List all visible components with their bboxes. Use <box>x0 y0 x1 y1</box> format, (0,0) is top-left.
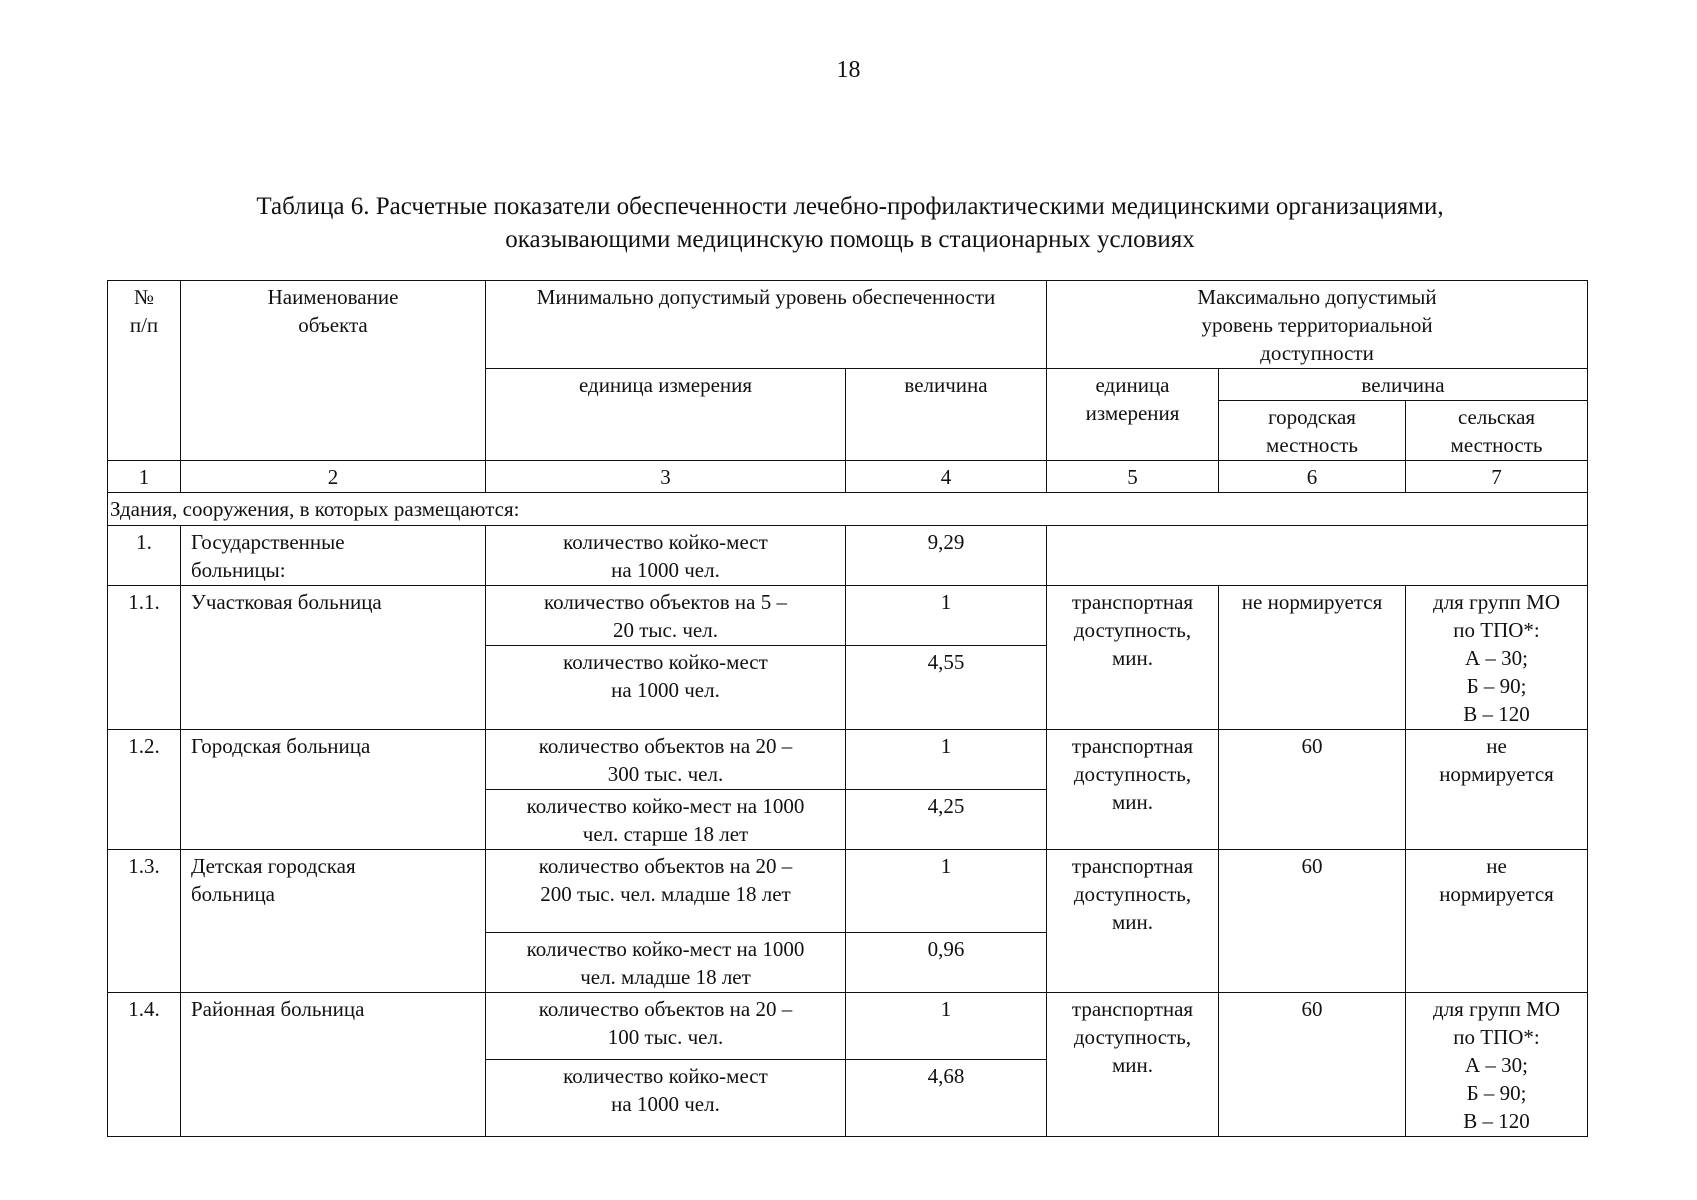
row-rural: не нормируется <box>1406 850 1588 993</box>
row-urban: 60 <box>1219 993 1406 1137</box>
row-name: Районная больница <box>181 993 486 1137</box>
row-num: 1.4. <box>108 993 181 1137</box>
row-rural: не нормируется <box>1406 730 1588 850</box>
table-row <box>108 526 1588 586</box>
provision-table <box>107 280 1588 1137</box>
header-num: № п/п <box>108 281 181 461</box>
row-max-unit: транспортная доступность, мин. <box>1047 586 1219 730</box>
header-rural: сельская местность <box>1406 401 1588 461</box>
row-rural: для групп МО по ТПО*: А – 30; Б – 90; В – 120 <box>1406 586 1588 730</box>
section-label: Здания, сооружения, в которых размещаются: <box>108 493 1588 526</box>
header-max-level: Максимально допустимый уровень территориальной доступности <box>1047 281 1588 369</box>
row-unit-objects: количество объектов на 20 – 200 тыс. чел. младше 18 лет <box>486 850 846 933</box>
column-numbers-row <box>108 461 1588 493</box>
row-value-objects: 1 <box>846 586 1047 646</box>
row-value-objects: 1 <box>846 850 1047 933</box>
row-unit-objects: количество объектов на 20 – 100 тыс. чел. <box>486 993 846 1060</box>
column-number: 3 <box>486 461 846 493</box>
column-number: 2 <box>181 461 486 493</box>
row-name: Участковая больница <box>181 586 486 730</box>
row-num: 1.2. <box>108 730 181 850</box>
row-value-beds: 0,96 <box>846 933 1047 993</box>
row-unit-beds: количество койко-мест на 1000 чел. <box>486 1060 846 1137</box>
row-unit-objects: количество объектов на 20 – 300 тыс. чел. <box>486 730 846 790</box>
row-empty-cell <box>1047 526 1588 586</box>
row-unit-beds: количество койко-мест на 1000 чел. старше 18 лет <box>486 790 846 850</box>
header-urban: городская местность <box>1219 401 1406 461</box>
header-row-1 <box>108 281 1588 369</box>
table-title-line-1: Таблица 6. Расчетные показатели обеспеченности лечебно-профилактическими медицинскими организациями, <box>256 193 1444 220</box>
table-row <box>108 586 1588 646</box>
row-value-beds: 4,68 <box>846 1060 1047 1137</box>
header-value: величина <box>846 369 1047 461</box>
column-number: 1 <box>108 461 181 493</box>
row-value-objects: 1 <box>846 730 1047 790</box>
header-max-unit: единица измерения <box>1047 369 1219 461</box>
row-name: Городская больница <box>181 730 486 850</box>
row-urban: 60 <box>1219 730 1406 850</box>
row-value: 9,29 <box>846 526 1047 586</box>
column-number: 4 <box>846 461 1047 493</box>
header-unit: единица измерения <box>486 369 846 461</box>
row-urban: не нормируется <box>1219 586 1406 730</box>
row-name: Государственные больницы: <box>181 526 486 586</box>
row-max-unit: транспортная доступность, мин. <box>1047 993 1219 1137</box>
row-urban: 60 <box>1219 850 1406 993</box>
table-row <box>108 850 1588 933</box>
row-num: 1.1. <box>108 586 181 730</box>
row-unit-objects: количество объектов на 5 – 20 тыс. чел. <box>486 586 846 646</box>
row-max-unit: транспортная доступность, мин. <box>1047 730 1219 850</box>
header-min-level: Минимально допустимый уровень обеспеченности <box>486 281 1047 369</box>
table-title-line-2: оказывающими медицинскую помощь в стационарных условиях <box>505 226 1195 253</box>
column-number: 7 <box>1406 461 1588 493</box>
table-title <box>150 190 1550 256</box>
page-number: 18 <box>836 57 861 83</box>
row-value-beds: 4,55 <box>846 646 1047 730</box>
row-name: Детская городская больница <box>181 850 486 993</box>
row-value-beds: 4,25 <box>846 790 1047 850</box>
row-unit: количество койко-мест на 1000 чел. <box>486 526 846 586</box>
row-value-objects: 1 <box>846 993 1047 1060</box>
column-number: 6 <box>1219 461 1406 493</box>
row-unit-beds: количество койко-мест на 1000 чел. <box>486 646 846 730</box>
row-num: 1.3. <box>108 850 181 993</box>
table-row <box>108 730 1588 790</box>
header-max-value: величина <box>1219 369 1588 401</box>
table-row <box>108 993 1588 1060</box>
column-number: 5 <box>1047 461 1219 493</box>
header-name: Наименование объекта <box>181 281 486 461</box>
row-num: 1. <box>108 526 181 586</box>
row-rural: для групп МО по ТПО*: А – 30; Б – 90; В – 120 <box>1406 993 1588 1137</box>
row-unit-beds: количество койко-мест на 1000 чел. младше 18 лет <box>486 933 846 993</box>
row-max-unit: транспортная доступность, мин. <box>1047 850 1219 993</box>
section-row <box>108 493 1588 526</box>
